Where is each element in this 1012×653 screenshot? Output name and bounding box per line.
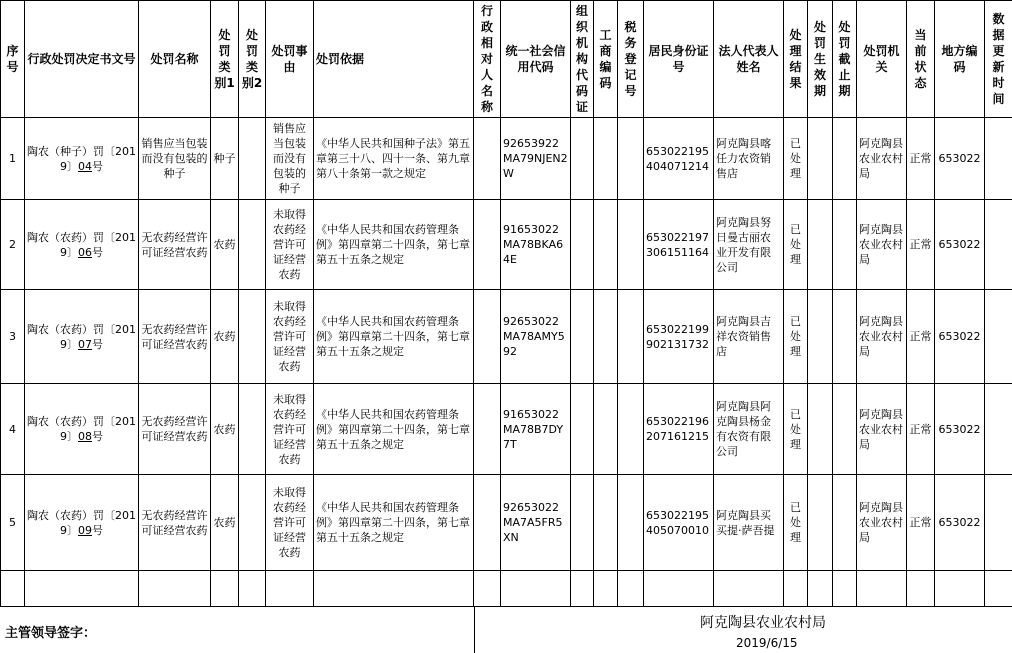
cell-reason: 未取得农药经营许可证经营农药	[266, 384, 314, 475]
cell-penalty-name: 无农药经营许可证经营农药	[139, 200, 211, 290]
cell-region-code: 653022	[935, 118, 985, 200]
cell-party	[474, 475, 501, 571]
cell-region-code: 653022	[935, 384, 985, 475]
cell-tax-code	[618, 384, 644, 475]
header-status: 当前状态	[907, 1, 935, 118]
cell-status: 正常	[907, 200, 935, 290]
cell-status: 正常	[907, 384, 935, 475]
cell-credit-code: 91653022MA78B7DY7T	[501, 384, 571, 475]
doc-no-suffix: 号	[92, 245, 103, 259]
cell-status: 正常	[907, 475, 935, 571]
cell-penalty-name: 无农药经营许可证经营农药	[139, 384, 211, 475]
cell-type2	[239, 200, 266, 290]
header-penalty-name: 处罚名称	[139, 1, 211, 118]
cell-penalty-name: 无农药经营许可证经营农药	[139, 475, 211, 571]
empty-cell	[501, 571, 571, 607]
header-reason: 处罚事由	[266, 1, 314, 118]
header-doc-no: 行政处罚决定书文号	[25, 1, 139, 118]
cell-doc-no	[25, 200, 139, 290]
cell-biz-code	[594, 384, 618, 475]
cell-org-code	[571, 384, 594, 475]
cell-penalty-name: 销售应当包装而没有包装的种子	[139, 118, 211, 200]
issuing-authority: 阿克陶县农业农村局	[700, 615, 826, 631]
cell-id-no: 653022199902131732	[644, 290, 714, 384]
cell-basis: 《中华人民共和国农药管理条例》第四章第二十四条，第七章第五十五条之规定	[314, 384, 474, 475]
cell-reason: 未取得农药经营许可证经营农药	[266, 200, 314, 290]
empty-cell	[808, 571, 833, 607]
header-update-time: 数据更新时间	[985, 1, 1012, 118]
cell-legal-rep: 阿克陶县吉祥农资销售店	[714, 290, 784, 384]
cell-id-no: 653022197306151164	[644, 200, 714, 290]
cell-penalty-name: 无农药经营许可证经营农药	[139, 290, 211, 384]
cell-authority: 阿克陶县农业农村局	[857, 290, 907, 384]
cell-result: 已处理	[784, 118, 808, 200]
doc-no-suffix: 号	[92, 337, 103, 351]
cell-org-code	[571, 118, 594, 200]
cell-legal-rep: 阿克陶县努日曼古丽农业开发有限公司	[714, 200, 784, 290]
doc-no-number: 09	[78, 523, 92, 537]
header-type2: 处罚类别2	[239, 1, 266, 118]
empty-cell	[1, 571, 25, 607]
cell-tax-code	[618, 118, 644, 200]
cell-doc-no	[25, 290, 139, 384]
cell-org-code	[571, 200, 594, 290]
empty-cell	[833, 571, 857, 607]
cell-update-time	[985, 384, 1012, 475]
cell-tax-code	[618, 475, 644, 571]
header-party: 行政相对人名称	[474, 1, 501, 118]
footer-divider-vertical	[474, 606, 475, 653]
cell-type2	[239, 290, 266, 384]
cell-id-no: 653022195404071214	[644, 118, 714, 200]
empty-cell	[211, 571, 239, 607]
cell-legal-rep: 阿克陶县喀任力农资销售店	[714, 118, 784, 200]
empty-cell	[857, 571, 907, 607]
cell-reason: 未取得农药经营许可证经营农药	[266, 475, 314, 571]
doc-no-prefix: 陶农（农药）罚〔2019〕	[27, 230, 136, 259]
empty-cell	[644, 571, 714, 607]
table-row	[1, 200, 1012, 290]
empty-cell	[935, 571, 985, 607]
header-row	[1, 1, 1012, 118]
cell-effective-date	[808, 200, 833, 290]
cell-region-code: 653022	[935, 200, 985, 290]
cell-legal-rep: 阿克陶县阿克陶县杨金有农资有限公司	[714, 384, 784, 475]
doc-no-prefix: 陶农（农药）罚〔2019〕	[27, 415, 136, 443]
cell-tax-code	[618, 200, 644, 290]
cell-effective-date	[808, 290, 833, 384]
cell-type1: 农药	[211, 475, 239, 571]
header-org-code: 组织机构代码证	[571, 1, 594, 118]
cell-basis: 《中华人民共和国种子法》第五章第三十八、四十一条、第九章第八十条第一款之规定	[314, 118, 474, 200]
header-region-code: 地方编码	[935, 1, 985, 118]
cell-seq: 1	[1, 118, 25, 200]
table-row	[1, 290, 1012, 384]
empty-cell	[266, 571, 314, 607]
cell-end-date	[833, 200, 857, 290]
cell-effective-date	[808, 118, 833, 200]
cell-authority: 阿克陶县农业农村局	[857, 200, 907, 290]
cell-end-date	[833, 475, 857, 571]
supervisor-signature-label: 主管领导签字：	[5, 626, 97, 641]
cell-credit-code: 92653022MA78AMY592	[501, 290, 571, 384]
empty-cell	[474, 571, 501, 607]
cell-authority: 阿克陶县农业农村局	[857, 384, 907, 475]
cell-tax-code	[618, 290, 644, 384]
cell-doc-no	[25, 475, 139, 571]
doc-no-prefix: 陶农（农药）罚〔2019〕	[27, 508, 136, 537]
header-legal-rep: 法人代表人姓名	[714, 1, 784, 118]
cell-biz-code	[594, 475, 618, 571]
header-basis: 处罚依据	[314, 1, 474, 118]
cell-update-time	[985, 200, 1012, 290]
cell-type2	[239, 475, 266, 571]
cell-biz-code	[594, 200, 618, 290]
cell-update-time	[985, 290, 1012, 384]
empty-cell	[239, 571, 266, 607]
cell-type2	[239, 118, 266, 200]
cell-legal-rep: 阿克陶县买买提·萨吾提	[714, 475, 784, 571]
empty-cell	[139, 571, 211, 607]
cell-end-date	[833, 118, 857, 200]
header-tax-code: 税务登记号	[618, 1, 644, 118]
header-type1: 处罚类别1	[211, 1, 239, 118]
table-row	[1, 475, 1012, 571]
cell-type1: 农药	[211, 200, 239, 290]
cell-id-no: 653022196207161215	[644, 384, 714, 475]
footer	[0, 606, 1012, 653]
cell-biz-code	[594, 118, 618, 200]
cell-credit-code: 92653922MA79NJEN2W	[501, 118, 571, 200]
header-result: 处理结果	[784, 1, 808, 118]
header-authority: 处罚机关	[857, 1, 907, 118]
cell-effective-date	[808, 475, 833, 571]
cell-type1: 农药	[211, 290, 239, 384]
empty-cell	[618, 571, 644, 607]
header-id-no: 居民身份证号	[644, 1, 714, 118]
cell-region-code: 653022	[935, 290, 985, 384]
header-biz-code: 工商编码	[594, 1, 618, 118]
cell-status: 正常	[907, 290, 935, 384]
cell-type1: 农药	[211, 384, 239, 475]
header-credit-code: 统一社会信用代码	[501, 1, 571, 118]
cell-party	[474, 200, 501, 290]
cell-update-time	[985, 118, 1012, 200]
cell-result: 已处理	[784, 475, 808, 571]
cell-authority: 阿克陶县农业农村局	[857, 118, 907, 200]
header-seq: 序号	[1, 1, 25, 118]
cell-credit-code: 92653022MA7A5FR5XN	[501, 475, 571, 571]
cell-seq: 4	[1, 384, 25, 475]
cell-basis: 《中华人民共和国农药管理条例》第四章第二十四条，第七章第五十五条之规定	[314, 290, 474, 384]
doc-no-number: 06	[78, 245, 92, 259]
cell-doc-no	[25, 384, 139, 475]
doc-no-suffix: 号	[92, 523, 103, 537]
cell-id-no: 653022195405070010	[644, 475, 714, 571]
cell-party	[474, 118, 501, 200]
header-end-date: 处罚截止期	[833, 1, 857, 118]
doc-no-suffix: 号	[92, 430, 103, 443]
issue-date: 2019/6/15	[736, 636, 798, 650]
cell-seq: 2	[1, 200, 25, 290]
cell-reason: 销售应当包装而没有包装的种子	[266, 118, 314, 200]
cell-reason: 未取得农药经营许可证经营农药	[266, 290, 314, 384]
header-effective-date: 处罚生效期	[808, 1, 833, 118]
cell-party	[474, 290, 501, 384]
cell-basis: 《中华人民共和国农药管理条例》第四章第二十四条，第七章第五十五条之规定	[314, 475, 474, 571]
cell-seq: 5	[1, 475, 25, 571]
footer-divider-horizontal	[474, 606, 1012, 607]
cell-status: 正常	[907, 118, 935, 200]
empty-cell	[784, 571, 808, 607]
cell-basis: 《中华人民共和国农药管理条例》第四章第二十四条，第七章第五十五条之规定	[314, 200, 474, 290]
cell-result: 已处理	[784, 200, 808, 290]
cell-credit-code: 91653022MA78BKA64E	[501, 200, 571, 290]
cell-effective-date	[808, 384, 833, 475]
doc-no-prefix: 陶农（种子）罚〔2019〕	[27, 144, 136, 173]
table-row	[1, 118, 1012, 200]
empty-cell	[594, 571, 618, 607]
doc-no-prefix: 陶农（农药）罚〔2019〕	[27, 322, 136, 351]
empty-cell	[985, 571, 1012, 607]
cell-region-code: 653022	[935, 475, 985, 571]
table-row	[1, 384, 1012, 475]
empty-cell	[714, 571, 784, 607]
doc-no-number: 04	[78, 159, 92, 173]
cell-party	[474, 384, 501, 475]
empty-row	[1, 571, 1012, 607]
doc-no-number: 08	[78, 430, 92, 443]
empty-cell	[25, 571, 139, 607]
cell-seq: 3	[1, 290, 25, 384]
cell-update-time	[985, 475, 1012, 571]
cell-end-date	[833, 290, 857, 384]
empty-cell	[907, 571, 935, 607]
cell-org-code	[571, 290, 594, 384]
empty-cell	[571, 571, 594, 607]
doc-no-suffix: 号	[92, 159, 103, 173]
cell-type2	[239, 384, 266, 475]
cell-type1: 种子	[211, 118, 239, 200]
cell-org-code	[571, 475, 594, 571]
empty-cell	[314, 571, 474, 607]
cell-result: 已处理	[784, 384, 808, 475]
cell-doc-no	[25, 118, 139, 200]
cell-result: 已处理	[784, 290, 808, 384]
cell-biz-code	[594, 290, 618, 384]
cell-end-date	[833, 384, 857, 475]
cell-authority: 阿克陶县农业农村局	[857, 475, 907, 571]
doc-no-number: 07	[78, 337, 92, 351]
